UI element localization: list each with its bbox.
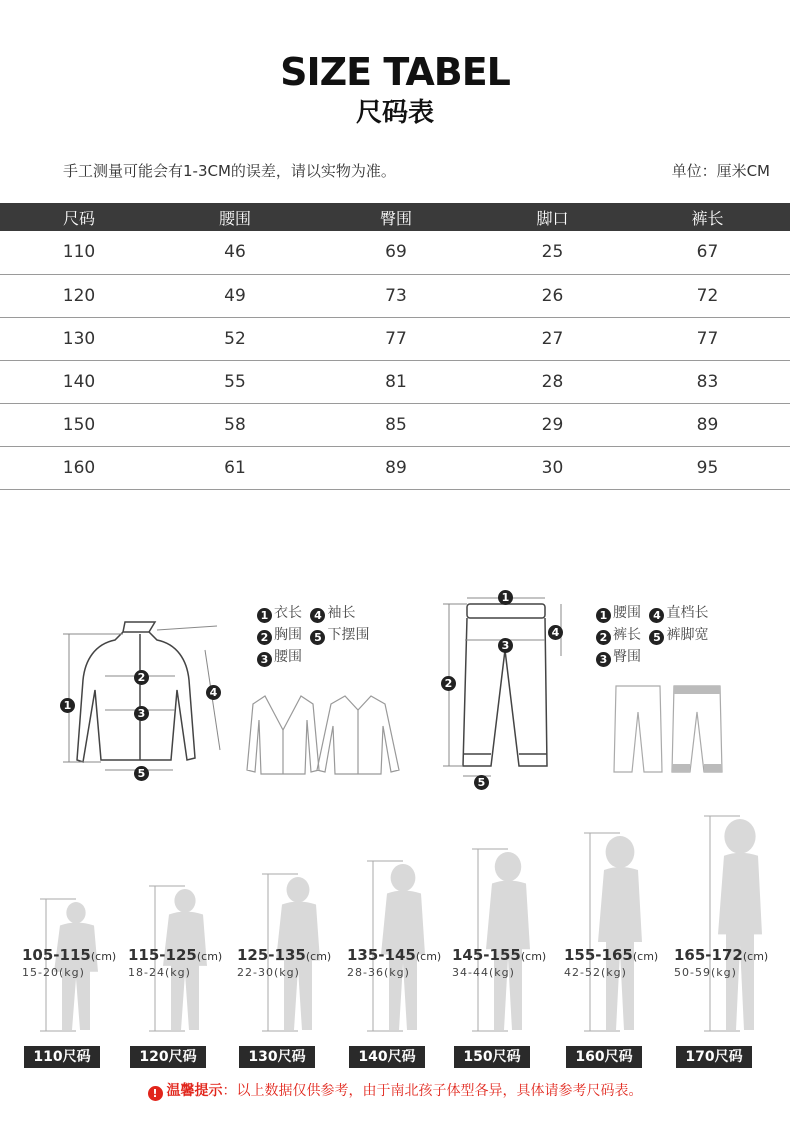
legend-num: 5 — [310, 630, 325, 645]
pants-marker-1: 1 — [498, 590, 513, 605]
table-cell: 120 — [62, 285, 96, 306]
weight-range: 22-30(kg) — [237, 966, 300, 979]
legend-num: 2 — [596, 630, 611, 645]
suit-shirt-illustration — [245, 690, 405, 780]
pants-diagram — [435, 590, 575, 790]
table-row — [0, 231, 790, 274]
jacket-marker-5: 5 — [134, 766, 149, 781]
table-cell: 77 — [696, 328, 719, 349]
col-header: 腰围 — [218, 208, 251, 228]
legend-text: 下摆围 — [327, 627, 370, 643]
table-cell: 85 — [385, 414, 407, 435]
tip-title: 温馨提示 — [166, 1083, 223, 1099]
table-cell: 28 — [541, 371, 564, 392]
height-range — [347, 946, 441, 964]
legend-num: 2 — [257, 630, 272, 645]
table-row — [0, 317, 790, 360]
child-silhouette — [36, 898, 116, 1032]
table-cell: 55 — [224, 371, 246, 392]
legend-text: 臀围 — [613, 649, 641, 665]
table-cell: 26 — [541, 285, 564, 306]
pants-illustration — [610, 682, 730, 777]
tip-text: ：以上数据仅供参考，由于南北孩子体型各异，具体请参考尺码表。 — [222, 1083, 643, 1099]
table-cell: 69 — [385, 242, 407, 263]
legend-num: 5 — [649, 630, 664, 645]
table-header-row — [0, 203, 790, 231]
table-cell: 130 — [62, 328, 96, 349]
unit-label: 单位：厘米CM — [671, 162, 770, 180]
height-range-value: 155-165 — [564, 946, 633, 964]
table-cell: 49 — [224, 285, 246, 306]
legend-text: 衣长 — [274, 605, 302, 621]
height-range-unit: (cm) — [90, 950, 117, 963]
height-range — [674, 946, 768, 964]
weight-range: 28-36(kg) — [347, 966, 410, 979]
height-range-unit: (cm) — [305, 950, 332, 963]
height-range — [452, 946, 546, 964]
table-row — [0, 403, 790, 446]
legend-text: 腰围 — [274, 649, 302, 665]
height-range — [564, 946, 658, 964]
height-range-value: 115-125 — [128, 946, 197, 964]
legend-num: 3 — [596, 652, 611, 667]
size-label: 130尺码 — [239, 1046, 315, 1068]
size-label: 160尺码 — [566, 1046, 642, 1068]
legend-text: 裤脚宽 — [666, 627, 709, 643]
jacket-marker-1: 1 — [60, 698, 75, 713]
height-range-value: 165-172 — [674, 946, 743, 964]
table-cell: 89 — [696, 414, 719, 435]
table-cell: 81 — [385, 371, 407, 392]
table-cell: 95 — [696, 457, 719, 478]
legend-text: 直档长 — [666, 605, 709, 621]
legend-num: 1 — [257, 608, 272, 623]
table-cell: 140 — [62, 371, 96, 392]
title-english: SIZE TABEL — [280, 50, 510, 94]
table-row — [0, 360, 790, 403]
col-header: 脚口 — [536, 208, 569, 228]
size-label: 140尺码 — [349, 1046, 425, 1068]
legend-text: 腰围 — [613, 605, 641, 621]
table-cell: 30 — [541, 457, 564, 478]
table-cell: 77 — [385, 328, 407, 349]
table-cell: 25 — [541, 242, 564, 263]
legend-num: 1 — [596, 608, 611, 623]
table-cell: 72 — [696, 285, 719, 306]
table-cell: 73 — [385, 285, 407, 306]
tip-banner — [0, 1080, 790, 1101]
table-cell: 67 — [696, 242, 719, 263]
pants-marker-2: 2 — [441, 676, 456, 691]
height-range-value: 125-135 — [237, 946, 306, 964]
title-chinese: 尺码表 — [355, 98, 434, 128]
size-table — [0, 203, 790, 490]
child-silhouette — [700, 815, 780, 1032]
warning-icon: ! — [148, 1086, 163, 1101]
table-row — [0, 274, 790, 317]
height-range-value: 145-155 — [452, 946, 521, 964]
table-cell: 110 — [62, 242, 96, 263]
weight-range: 34-44(kg) — [452, 966, 515, 979]
child-silhouette — [468, 848, 548, 1032]
legend-num: 4 — [649, 608, 664, 623]
weight-range: 15-20(kg) — [22, 966, 85, 979]
size-label: 120尺码 — [130, 1046, 206, 1068]
table-cell: 29 — [541, 414, 564, 435]
table-cell: 58 — [224, 414, 246, 435]
height-range-unit: (cm) — [632, 950, 659, 963]
height-range — [128, 946, 222, 964]
table-cell: 52 — [224, 328, 246, 349]
pants-marker-4: 4 — [548, 625, 563, 640]
height-range-value: 135-145 — [347, 946, 416, 964]
table-cell: 46 — [224, 242, 246, 263]
size-label: 110尺码 — [24, 1046, 100, 1068]
jacket-marker-4: 4 — [206, 685, 221, 700]
pants-marker-3: 3 — [498, 638, 513, 653]
measurement-note: 手工测量可能会有1-3CM的误差，请以实物为准。 — [63, 162, 396, 180]
col-header: 裤长 — [691, 208, 724, 228]
height-range-unit: (cm) — [520, 950, 547, 963]
weight-range: 18-24(kg) — [128, 966, 191, 979]
jacket-marker-3: 3 — [134, 706, 149, 721]
jacket-diagram — [55, 610, 235, 790]
legend-text: 裤长 — [613, 627, 641, 643]
jacket-legend — [257, 602, 369, 668]
col-header: 臀围 — [379, 208, 412, 228]
jacket-marker-2: 2 — [134, 670, 149, 685]
weight-range: 42-52(kg) — [564, 966, 627, 979]
pants-marker-5: 5 — [474, 775, 489, 790]
table-cell: 27 — [541, 328, 564, 349]
child-silhouette — [580, 832, 660, 1032]
legend-num: 4 — [310, 608, 325, 623]
legend-num: 3 — [257, 652, 272, 667]
height-range-unit: (cm) — [415, 950, 442, 963]
height-range-unit: (cm) — [742, 950, 769, 963]
height-range-value: 105-115 — [22, 946, 91, 964]
legend-text: 袖长 — [327, 605, 356, 621]
table-cell: 61 — [224, 457, 246, 478]
legend-text: 胸围 — [274, 627, 302, 643]
height-range — [22, 946, 116, 964]
table-cell: 89 — [385, 457, 407, 478]
table-row — [0, 446, 790, 489]
pants-legend — [596, 602, 708, 668]
size-label: 170尺码 — [676, 1046, 752, 1068]
table-cell: 83 — [696, 371, 719, 392]
height-range — [237, 946, 331, 964]
col-header: 尺码 — [62, 208, 95, 228]
table-cell: 150 — [62, 414, 96, 435]
size-label: 150尺码 — [454, 1046, 530, 1068]
table-cell: 160 — [62, 457, 96, 478]
height-range-unit: (cm) — [196, 950, 223, 963]
weight-range: 50-59(kg) — [674, 966, 737, 979]
